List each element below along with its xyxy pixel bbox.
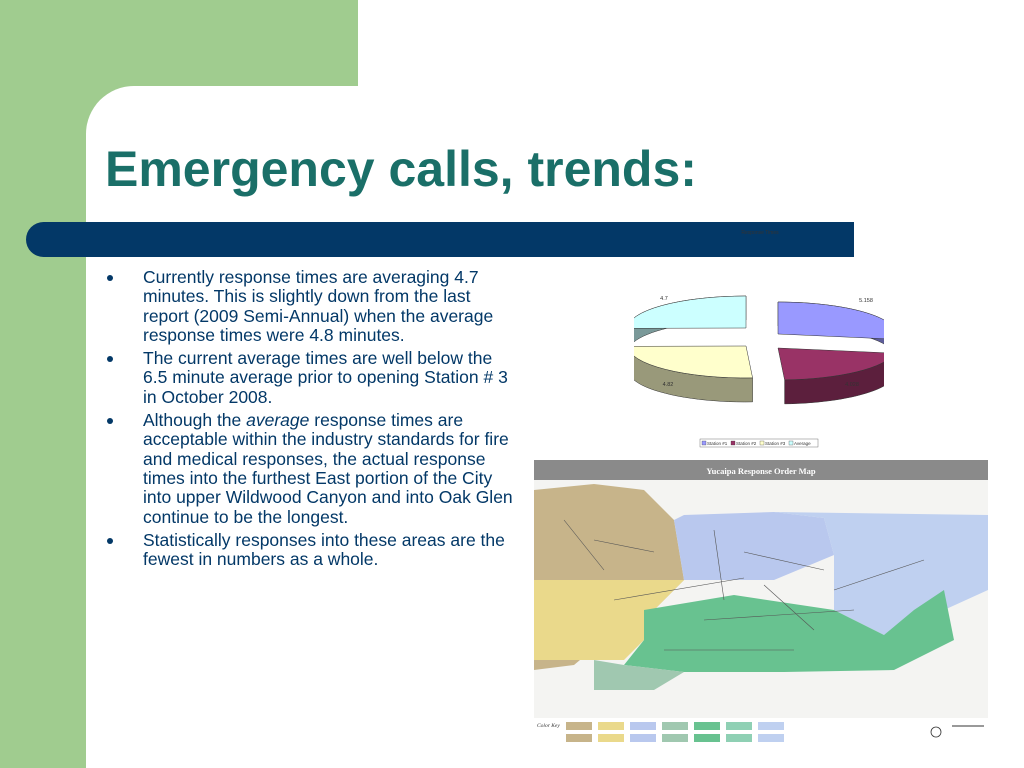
pie-data-label: 4.028 — [845, 382, 859, 388]
legend-label: Station #2 — [736, 441, 757, 446]
bullet-item — [105, 531, 515, 570]
bullet-text-after: response times are acceptable within the industry standards for fire and medical responses, the actual response times into the furthest East portion of the City into upper Wildwood Canyon and into Oak Glen continue to be the longest. — [143, 410, 513, 527]
bullet-item — [105, 349, 515, 407]
bullet-text-before: Although the — [143, 410, 247, 431]
bullet-icon — [107, 418, 113, 424]
slide-title: Emergency calls, trends: — [105, 141, 697, 197]
legend-swatch — [731, 441, 735, 445]
legend-label: Station #1 — [707, 441, 728, 446]
bullet-text: The current average times are well below the 6.5 minute average prior to opening Station # 3 in October 2008. — [143, 348, 508, 407]
pie-slice-station-2 — [778, 348, 884, 404]
pie-data-label: 5.158 — [859, 298, 873, 304]
legend-label: Station #3 — [765, 441, 786, 446]
bullet-text: Statistically responses into these areas are the fewest in numbers as a whole. — [143, 529, 505, 570]
bullet-icon — [107, 356, 113, 362]
legend-label: Average — [794, 441, 811, 446]
pie-data-label: 4.7 — [660, 296, 668, 302]
bullet-text: Currently response times are averaging 4.7 minutes. This is slightly down from the last report (2009 Semi-Annual) when the average response times were 4.8 minutes. — [143, 267, 494, 345]
legend-swatch — [702, 441, 706, 445]
legend-swatch — [789, 441, 793, 445]
bullet-icon — [107, 538, 113, 544]
legend-swatch — [760, 441, 764, 445]
bullet-item — [105, 411, 515, 527]
response-order-map — [534, 460, 988, 748]
pie-slice-station-3 — [634, 346, 753, 402]
bullet-icon — [107, 275, 113, 281]
chart-title: Response Times — [741, 230, 779, 236]
response-times-pie-chart — [634, 226, 884, 458]
bullet-emphasis: average — [246, 410, 310, 431]
map-title: Yucaipa Response Order Map — [706, 466, 816, 476]
bullet-list — [105, 268, 515, 573]
pie-slice-average — [634, 296, 746, 352]
map-color-key-label: Color Key — [537, 723, 560, 729]
bullet-item — [105, 268, 515, 345]
pie-data-label: 4.82 — [662, 382, 674, 388]
top-background — [358, 0, 1024, 90]
